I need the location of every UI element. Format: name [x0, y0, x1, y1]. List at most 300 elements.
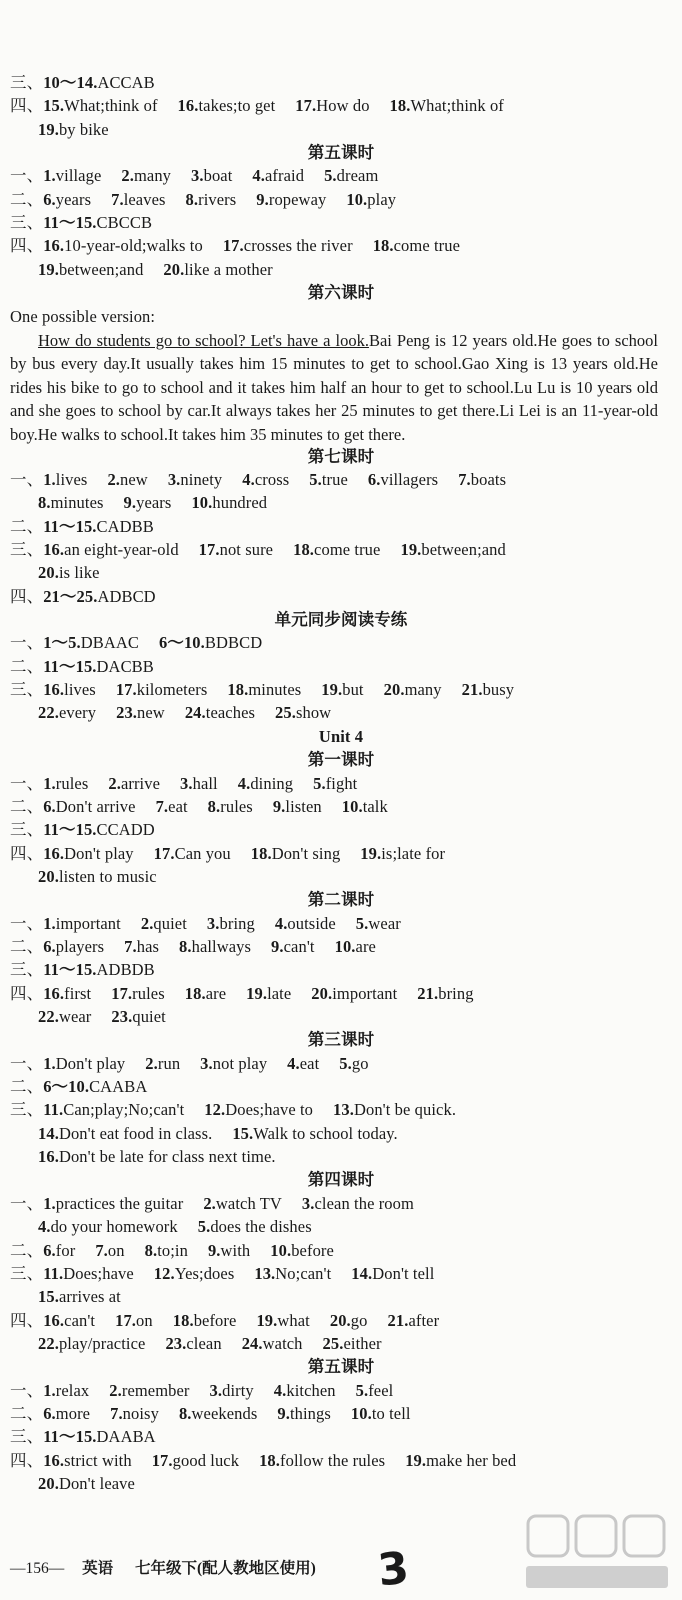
answer-item [165, 1333, 221, 1355]
answer-line [38, 259, 670, 281]
page-number: —156— [10, 1560, 65, 1577]
answer-line [10, 913, 670, 935]
answer-item [38, 259, 143, 281]
item-answer: boats [470, 469, 507, 489]
section-prefix: 三、 [10, 680, 44, 700]
item-number: 7. [458, 469, 471, 489]
answer-item [238, 773, 293, 795]
item-answer: not sure [219, 540, 274, 559]
answer-item [311, 983, 397, 1005]
item-number: 3. [200, 1053, 213, 1073]
answer-line [10, 773, 670, 795]
item-answer: Does;have [63, 1263, 134, 1283]
section-prefix: 三、 [10, 820, 44, 840]
item-number: 19. [38, 119, 59, 139]
item-answer: DACBB [96, 656, 154, 676]
answer-item [43, 959, 155, 981]
answer-item [43, 773, 88, 795]
item-number: 20. [329, 1310, 351, 1330]
answer-line [38, 1286, 670, 1308]
item-answer: relax [55, 1380, 90, 1400]
section-prefix: 三、 [10, 960, 44, 980]
section-prefix: 一、 [10, 773, 44, 793]
item-number: 17. [198, 540, 220, 559]
answer-line [10, 95, 670, 117]
item-number: 11～15. [43, 1427, 97, 1447]
item-answer: dirty [222, 1380, 254, 1400]
answer-item [324, 165, 378, 187]
answer-item [462, 679, 515, 701]
item-answer: leaves [123, 189, 166, 209]
item-number: 7. [124, 936, 137, 956]
answer-line [10, 959, 670, 981]
answer-item [43, 796, 135, 818]
item-answer: between;and [58, 259, 144, 279]
item-number: 16. [43, 983, 65, 1003]
item-number: 18. [184, 983, 206, 1003]
item-answer: wear [58, 1007, 92, 1026]
item-number: 20. [38, 1474, 59, 1493]
item-answer: eat [168, 796, 188, 816]
answer-line [10, 1099, 670, 1121]
item-number: 16. [43, 1310, 65, 1330]
item-answer: busy [482, 680, 515, 700]
item-answer: does the dishes [210, 1217, 312, 1237]
item-number: 19. [400, 540, 422, 559]
item-number: 1. [43, 166, 56, 186]
answer-item [38, 492, 104, 514]
item-answer: between;and [421, 540, 506, 559]
item-number: 4. [273, 1380, 287, 1400]
item-number: 7. [155, 796, 169, 816]
item-answer: many [133, 166, 172, 186]
item-answer: talk [362, 796, 388, 816]
item-number: 16. [177, 96, 199, 116]
answer-item [108, 773, 160, 795]
item-answer: boat [203, 166, 233, 186]
answer-item [405, 1450, 516, 1472]
watermark-logo [522, 1508, 672, 1594]
answer-item [271, 936, 315, 958]
item-number: 2. [109, 1380, 122, 1400]
item-answer: No;can't [275, 1263, 332, 1283]
answer-item [210, 1380, 254, 1402]
item-answer: good luck [172, 1450, 240, 1470]
section-title: 第三课时 [307, 1030, 375, 1050]
item-number: 24. [184, 703, 206, 723]
item-number: 1. [43, 469, 56, 489]
answer-item [43, 1076, 147, 1098]
answer-item [360, 843, 445, 865]
item-number: 16. [43, 236, 65, 256]
item-number: 4. [252, 166, 265, 186]
item-number: 17. [222, 236, 244, 256]
section-title: 第七课时 [307, 446, 375, 466]
footer-grade: 七年级下(配人教地区使用) [135, 1560, 316, 1577]
item-answer: play/practice [58, 1333, 146, 1353]
item-number: 11. [43, 1100, 64, 1120]
item-answer: an eight-year-old [64, 540, 179, 559]
footer-subject: 英语 [82, 1560, 114, 1577]
item-answer: lives [55, 469, 88, 489]
answer-item [154, 1263, 235, 1285]
item-number: 23. [165, 1333, 187, 1353]
item-number: 18. [389, 96, 411, 116]
answer-item [43, 1380, 89, 1402]
answer-line [38, 119, 670, 141]
answer-item [124, 936, 159, 958]
item-number: 18. [227, 680, 249, 700]
section-prefix: 三、 [10, 213, 44, 233]
item-number: 5. [339, 1053, 352, 1073]
answer-item [200, 1053, 267, 1075]
section-prefix: 二、 [10, 936, 44, 956]
item-answer: late [267, 983, 292, 1003]
answer-item [163, 259, 272, 281]
answer-line [10, 656, 670, 678]
answer-line [10, 1310, 670, 1332]
item-answer: CAABA [89, 1077, 148, 1097]
answer-item [38, 119, 109, 141]
item-number: 2. [108, 773, 121, 793]
answer-item [186, 189, 237, 211]
item-number: 3. [301, 1193, 315, 1213]
item-answer: before [291, 1240, 334, 1260]
answer-line [10, 1076, 670, 1098]
item-number: 4. [274, 913, 288, 933]
item-answer: ADBDB [96, 960, 155, 980]
item-answer: but [342, 680, 364, 700]
answer-item [199, 539, 273, 561]
item-number: 9. [207, 1240, 221, 1260]
item-answer: are [205, 983, 227, 1003]
item-answer: bring [219, 913, 255, 933]
answer-item [116, 702, 165, 724]
item-number: 19. [38, 259, 59, 279]
item-answer: Yes;does [174, 1263, 235, 1283]
answer-line [10, 72, 670, 94]
item-answer: things [289, 1403, 331, 1423]
item-answer: show [295, 703, 332, 723]
answer-item [400, 539, 505, 561]
item-answer: lives [64, 680, 96, 700]
item-number: 15. [43, 96, 65, 116]
item-answer: minutes [50, 493, 104, 513]
item-number: 9. [271, 936, 284, 956]
item-number: 24. [241, 1333, 263, 1353]
item-answer: takes;to get [198, 96, 276, 116]
item-answer: What;think of [64, 96, 158, 116]
item-number: 3. [191, 166, 204, 186]
answer-item [356, 1380, 394, 1402]
answer-item [43, 1099, 184, 1121]
answer-line [38, 1006, 670, 1028]
item-number: 20. [311, 983, 333, 1003]
item-number: 23. [116, 703, 138, 723]
item-answer: come true [314, 540, 381, 559]
item-number: 5. [355, 1380, 369, 1400]
answer-item [198, 1216, 312, 1238]
item-answer: Don't play [64, 843, 134, 863]
answer-item [191, 165, 232, 187]
section-title: 第一课时 [307, 750, 375, 770]
section-title: 第五课时 [307, 1357, 375, 1377]
section-title: 第四课时 [307, 1170, 375, 1190]
item-number: 17. [111, 983, 133, 1003]
answer-item [178, 95, 276, 117]
item-answer: rivers [198, 189, 237, 209]
item-number: 11. [43, 1263, 64, 1283]
item-number: 22. [38, 703, 59, 723]
answer-item [43, 95, 157, 117]
item-answer: dream [336, 166, 379, 186]
item-answer: Can you [174, 843, 231, 863]
item-number: 5. [197, 1217, 211, 1237]
essay-paragraph [10, 329, 658, 447]
item-answer: Don't play [55, 1053, 126, 1073]
answer-item [43, 1240, 75, 1262]
item-number: 10. [270, 1240, 292, 1260]
answer-item [273, 796, 322, 818]
answer-line [10, 539, 670, 561]
answer-line [10, 936, 670, 958]
item-number: 15. [232, 1123, 254, 1143]
item-answer: play [367, 189, 397, 209]
item-answer: hall [192, 773, 218, 793]
item-number: 17. [115, 680, 137, 700]
answer-item [256, 189, 326, 211]
item-answer: quiet [132, 1007, 166, 1026]
answer-item [208, 1240, 250, 1262]
answer-item [208, 796, 253, 818]
item-answer: minutes [248, 680, 302, 700]
answer-item [259, 1450, 385, 1472]
item-answer: kitchen [286, 1380, 336, 1400]
answer-item [43, 843, 133, 865]
answer-line [10, 189, 670, 211]
item-answer: hallways [191, 936, 252, 956]
item-answer: has [136, 936, 160, 956]
answer-item [256, 1310, 309, 1332]
item-answer: Don't be late for class next time. [58, 1147, 276, 1167]
section-prefix: 一、 [10, 1380, 44, 1400]
answer-item [185, 702, 255, 724]
item-answer: afraid [265, 166, 305, 186]
answer-item [335, 936, 376, 958]
answer-line [10, 516, 670, 538]
item-number: 5. [324, 166, 337, 186]
item-number: 14. [38, 1123, 59, 1143]
item-number: 20. [38, 563, 59, 583]
item-answer: can't [64, 1310, 96, 1330]
answer-item [111, 1006, 165, 1028]
answer-line [10, 212, 670, 234]
answer-item [203, 1193, 282, 1215]
item-number: 4. [38, 1217, 51, 1237]
answer-item [43, 516, 154, 538]
item-answer: teaches [205, 703, 256, 723]
item-answer: important [55, 913, 121, 933]
item-answer: CCADD [96, 820, 155, 840]
item-number: 3. [206, 913, 220, 933]
item-answer: years [136, 493, 172, 513]
answer-line [10, 1263, 670, 1285]
item-number: 21～25. [43, 586, 98, 606]
item-number: 19. [405, 1450, 427, 1470]
answer-item [43, 1263, 134, 1285]
item-answer: Does;have to [225, 1100, 314, 1120]
section-title: 第六课时 [307, 283, 375, 303]
item-number: 1. [43, 913, 56, 933]
answer-item [38, 1146, 276, 1168]
item-number: 5. [355, 913, 369, 933]
answer-item [111, 983, 165, 1005]
item-answer: Don't arrive [55, 796, 136, 816]
item-answer: How do [316, 96, 370, 116]
answer-line [38, 866, 670, 888]
item-number: 20. [38, 866, 59, 886]
item-number: 9. [256, 189, 269, 209]
item-answer: for [55, 1240, 76, 1260]
item-answer: watch [262, 1333, 303, 1353]
item-number: 8. [185, 189, 199, 209]
item-answer: to;in [157, 1240, 188, 1260]
item-answer: bring [438, 983, 474, 1003]
section-prefix: 三、 [10, 540, 44, 559]
item-number: 17. [295, 96, 317, 116]
answer-item [356, 913, 401, 935]
item-answer: 10-year-old;walks to [64, 236, 203, 256]
item-number: 6. [43, 936, 56, 956]
answer-line [38, 1123, 670, 1145]
answer-item [95, 1240, 124, 1262]
answer-item [110, 1403, 159, 1425]
item-number: 3. [180, 773, 193, 793]
answer-item [417, 983, 473, 1005]
answer-line [10, 165, 670, 187]
item-answer: eat [299, 1053, 320, 1073]
answer-line [10, 1450, 670, 1472]
item-answer: many [404, 680, 442, 700]
item-answer: what [277, 1310, 310, 1330]
section-prefix: 一、 [10, 633, 44, 653]
item-answer: before [193, 1310, 237, 1330]
answer-item [38, 1006, 91, 1028]
essay-body: Bai Peng is 12 years old.He goes to school by bus every day.It usually takes him 15 minutes to get to school.Gao Xing is 13 years old.He rides his bike to go to school and it takes him half an hour to get to school.Lu Lu is 10 years old and she goes to school by car.It always takes her 25 minutes to get there.Li Lei is an 11-year-old boy.He walks to school.It takes him 35 minutes to get there. [10, 330, 658, 444]
item-answer: new [120, 469, 148, 489]
item-answer: ropeway [268, 189, 327, 209]
item-answer: with [220, 1240, 251, 1260]
answer-item [38, 562, 100, 584]
item-number: 25. [322, 1333, 344, 1353]
answer-item [121, 165, 171, 187]
answer-item [346, 189, 396, 211]
item-number: 8. [207, 796, 221, 816]
item-number: 7. [110, 1403, 123, 1423]
section-prefix: 一、 [10, 1193, 44, 1213]
item-number: 17. [115, 1310, 137, 1330]
item-number: 16. [38, 1147, 59, 1167]
answer-item [43, 819, 155, 841]
item-answer: strict with [64, 1450, 132, 1470]
item-number: 17. [151, 1450, 173, 1470]
essay-first-sentence: How do students go to school? Let's have a look. [38, 330, 369, 350]
answer-line: One possible version: [10, 306, 156, 326]
answer-line [38, 492, 670, 514]
item-number: 12. [153, 1263, 175, 1283]
item-answer: can't [283, 936, 315, 956]
answer-line [10, 1403, 670, 1425]
item-answer: clean [186, 1333, 222, 1353]
item-answer: DBAAC [80, 633, 139, 653]
answer-line [38, 1333, 670, 1355]
answer-item [242, 1333, 303, 1355]
item-answer: listen [285, 796, 322, 816]
item-number: 10. [350, 1403, 372, 1423]
item-number: 8. [38, 493, 51, 513]
item-number: 22. [38, 1333, 59, 1353]
section-title: 第二课时 [307, 890, 375, 910]
answer-line [10, 843, 670, 865]
item-number: 2. [107, 469, 121, 489]
answer-item [43, 189, 91, 211]
item-number: 7. [111, 189, 124, 209]
section-title: 第五课时 [307, 143, 375, 163]
answer-item [333, 1099, 456, 1121]
item-answer: come true [393, 236, 461, 256]
answer-item [207, 913, 255, 935]
item-number: 6. [367, 469, 381, 489]
item-number: 22. [38, 1007, 59, 1026]
answer-item [111, 189, 165, 211]
section-prefix: 二、 [10, 796, 44, 816]
item-answer: practices the guitar [55, 1193, 184, 1213]
answer-line [38, 1216, 670, 1238]
answer-item [124, 492, 172, 514]
section-prefix: 四、 [10, 983, 44, 1003]
answer-item [321, 679, 363, 701]
answer-line [10, 1380, 670, 1402]
item-number: 6～10. [43, 1077, 90, 1097]
answer-item [173, 1310, 237, 1332]
answer-item [270, 1240, 334, 1262]
answer-item [43, 983, 91, 1005]
item-number: 16. [43, 540, 65, 559]
item-number: 11～15. [43, 516, 97, 536]
answer-item [204, 1099, 313, 1121]
answer-item [351, 1403, 411, 1425]
item-answer: remember [121, 1380, 190, 1400]
item-number: 16. [43, 680, 65, 700]
answer-item [295, 95, 369, 117]
answer-item [179, 936, 251, 958]
item-answer: years [55, 189, 92, 209]
item-answer: noisy [122, 1403, 159, 1423]
item-answer: fight [325, 773, 358, 793]
item-answer: after [408, 1310, 440, 1330]
item-number: 19. [256, 1310, 278, 1330]
item-answer: quiet [153, 913, 187, 933]
item-answer: go [351, 1053, 369, 1073]
answer-item [43, 469, 87, 491]
answer-item [159, 632, 262, 654]
item-answer: on [107, 1240, 125, 1260]
answer-item [145, 1240, 188, 1262]
item-number: 18. [259, 1450, 281, 1470]
item-answer: Don't tell [372, 1263, 435, 1283]
item-number: 10. [334, 936, 356, 956]
answer-item [141, 913, 187, 935]
